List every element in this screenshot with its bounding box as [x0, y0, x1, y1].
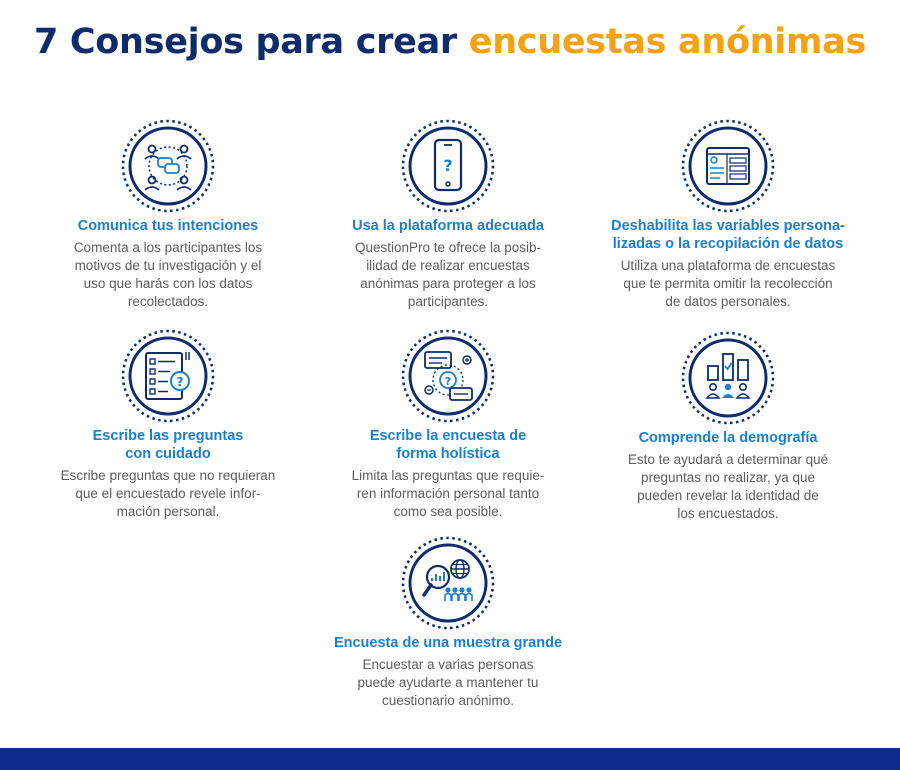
tip-demografia: [588, 330, 868, 523]
tip-deshabilita: [588, 118, 868, 311]
title-part-navy: 7 Consejos para crear: [33, 22, 457, 62]
tip-title: Comprende la demografía: [638, 430, 818, 446]
tip-preguntas-cuidado: [28, 328, 308, 521]
tip-description: Comenta a los participantes los motivos de tu investigación y el uso que harás con los datos recolectados.: [73, 240, 263, 309]
chat-people-icon: [120, 118, 216, 214]
svg-text:?: ?: [444, 375, 452, 388]
tip-title: Escribe la encuesta de forma holística: [369, 428, 527, 462]
tip-title: Encuesta de una muestra grande: [333, 635, 563, 651]
tip-description: Encuestar a varias personas puede ayudarte a mantener tu cuestionario anónimo.: [357, 657, 539, 708]
tip-description: Escribe preguntas que no requieran que el encuestado revele infor- mación personal.: [60, 468, 276, 519]
survey-checklist-icon: [120, 328, 216, 424]
tip-title: Escribe las preguntas con cuidado: [92, 428, 244, 462]
data-form-icon: [680, 118, 776, 214]
magnifier-globe-crowd-icon: [400, 535, 496, 631]
tip-title: Usa la plataforma adecuada: [352, 218, 544, 234]
tip-title: Comunica tus intenciones: [77, 218, 259, 234]
holistic-survey-icon: [400, 328, 496, 424]
tip-plataforma: [308, 118, 588, 311]
tip-title: Deshabilita las variables persona- lizadas o la recopilación de datos: [611, 218, 845, 252]
tip-comunica: [28, 118, 308, 311]
tip-holistica: [308, 328, 588, 521]
title-part-orange: encuestas anónimas: [468, 22, 867, 62]
tip-muestra-grande: [308, 535, 588, 710]
smartphone-question-icon: [400, 118, 496, 214]
page-title: [0, 22, 900, 62]
tip-description: Limita las preguntas que requie- ren información personal tanto como sea posible.: [351, 468, 545, 519]
tip-description: Esto te ayudará a determinar qué preguntas no realizar, ya que pueden revelar la identidad de los encuestados.: [627, 452, 829, 521]
tip-description: QuestionPro te ofrece la posib- ilidad de realizar encuestas anónimas para proteger a los participantes.: [354, 240, 542, 309]
footer-bar: [0, 748, 900, 770]
svg-text:?: ?: [176, 375, 184, 389]
demographic-chart-icon: [680, 330, 776, 426]
svg-text:?: ?: [443, 156, 453, 175]
tip-description: Utiliza una plataforma de encuestas que te permita omitir la recolección de datos personales.: [620, 258, 836, 309]
